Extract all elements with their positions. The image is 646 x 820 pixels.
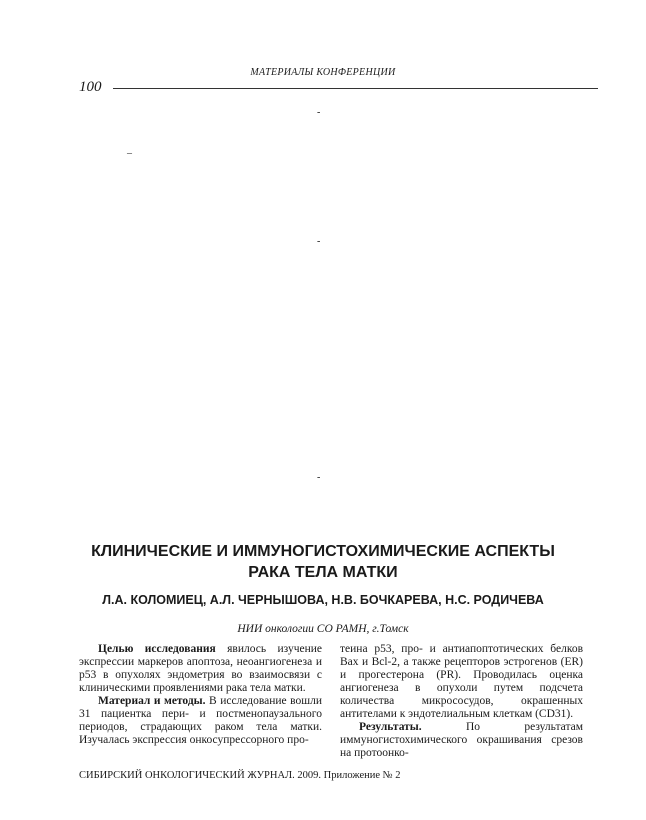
paragraph [340, 643, 583, 721]
paragraph-text: По результатам иммуногистохимического окрашивания срезов на протоонко- [340, 721, 583, 759]
stray-mark: - [317, 107, 321, 118]
paragraph-lead: Материал и методы. [98, 695, 206, 707]
journal-footer: СИБИРСКИЙ ОНКОЛОГИЧЕСКИЙ ЖУРНАЛ. 2009. Приложение № 2 [79, 770, 401, 781]
paragraph [79, 643, 322, 695]
paragraph-lead: Целью исследования [98, 643, 216, 655]
paragraph-text: В исследование вошли 31 пациентка пери- и постменопаузального периодов, страдающих раком тела матки. Изучалась экспрессия онкосупрессорного про- [79, 695, 322, 746]
article-title-line: РАКА ТЕЛА МАТКИ [248, 564, 398, 581]
stray-mark: – [127, 148, 132, 159]
paragraph-text: явилось изучение экспрессии маркеров апоптоза, неоангиогенеза и р53 в опухолях эндометрия во взаимосвязи с клиническими проявлениями рака тела матки. [79, 643, 322, 694]
header-rule [113, 88, 598, 89]
stray-mark: - [317, 236, 321, 247]
article-title [0, 541, 646, 583]
text-column-left [79, 643, 322, 747]
text-column-right [340, 643, 583, 760]
authors: Л.А. КОЛОМИЕЦ, А.Л. ЧЕРНЫШОВА, Н.В. БОЧКАРЕВА, Н.С. РОДИЧЕВА [102, 593, 544, 607]
paragraph-text: теина р53, про- и антиапоптотических белков Bax и Bcl-2, а также рецепторов эстрогенов (ER) и прогестерона (PR). Проводилась оценка ангиогенеза в опухоли путем подсчета количества микрососудов, окрашенных антителами к эндотелиальным клеткам (CD31). [340, 643, 583, 720]
paragraph [340, 721, 583, 760]
article-title-line: КЛИНИЧЕСКИЕ И ИММУНОГИСТОХИМИЧЕСКИЕ АСПЕКТЫ [91, 543, 555, 560]
running-header: МАТЕРИАЛЫ КОНФЕРЕНЦИИ [250, 67, 396, 78]
paragraph [79, 695, 322, 747]
affiliation: НИИ онкологии СО РАМН, г.Томск [237, 623, 409, 635]
page-number: 100 [79, 79, 102, 95]
stray-mark: - [317, 472, 321, 483]
paragraph-lead: Результаты. [359, 721, 422, 733]
